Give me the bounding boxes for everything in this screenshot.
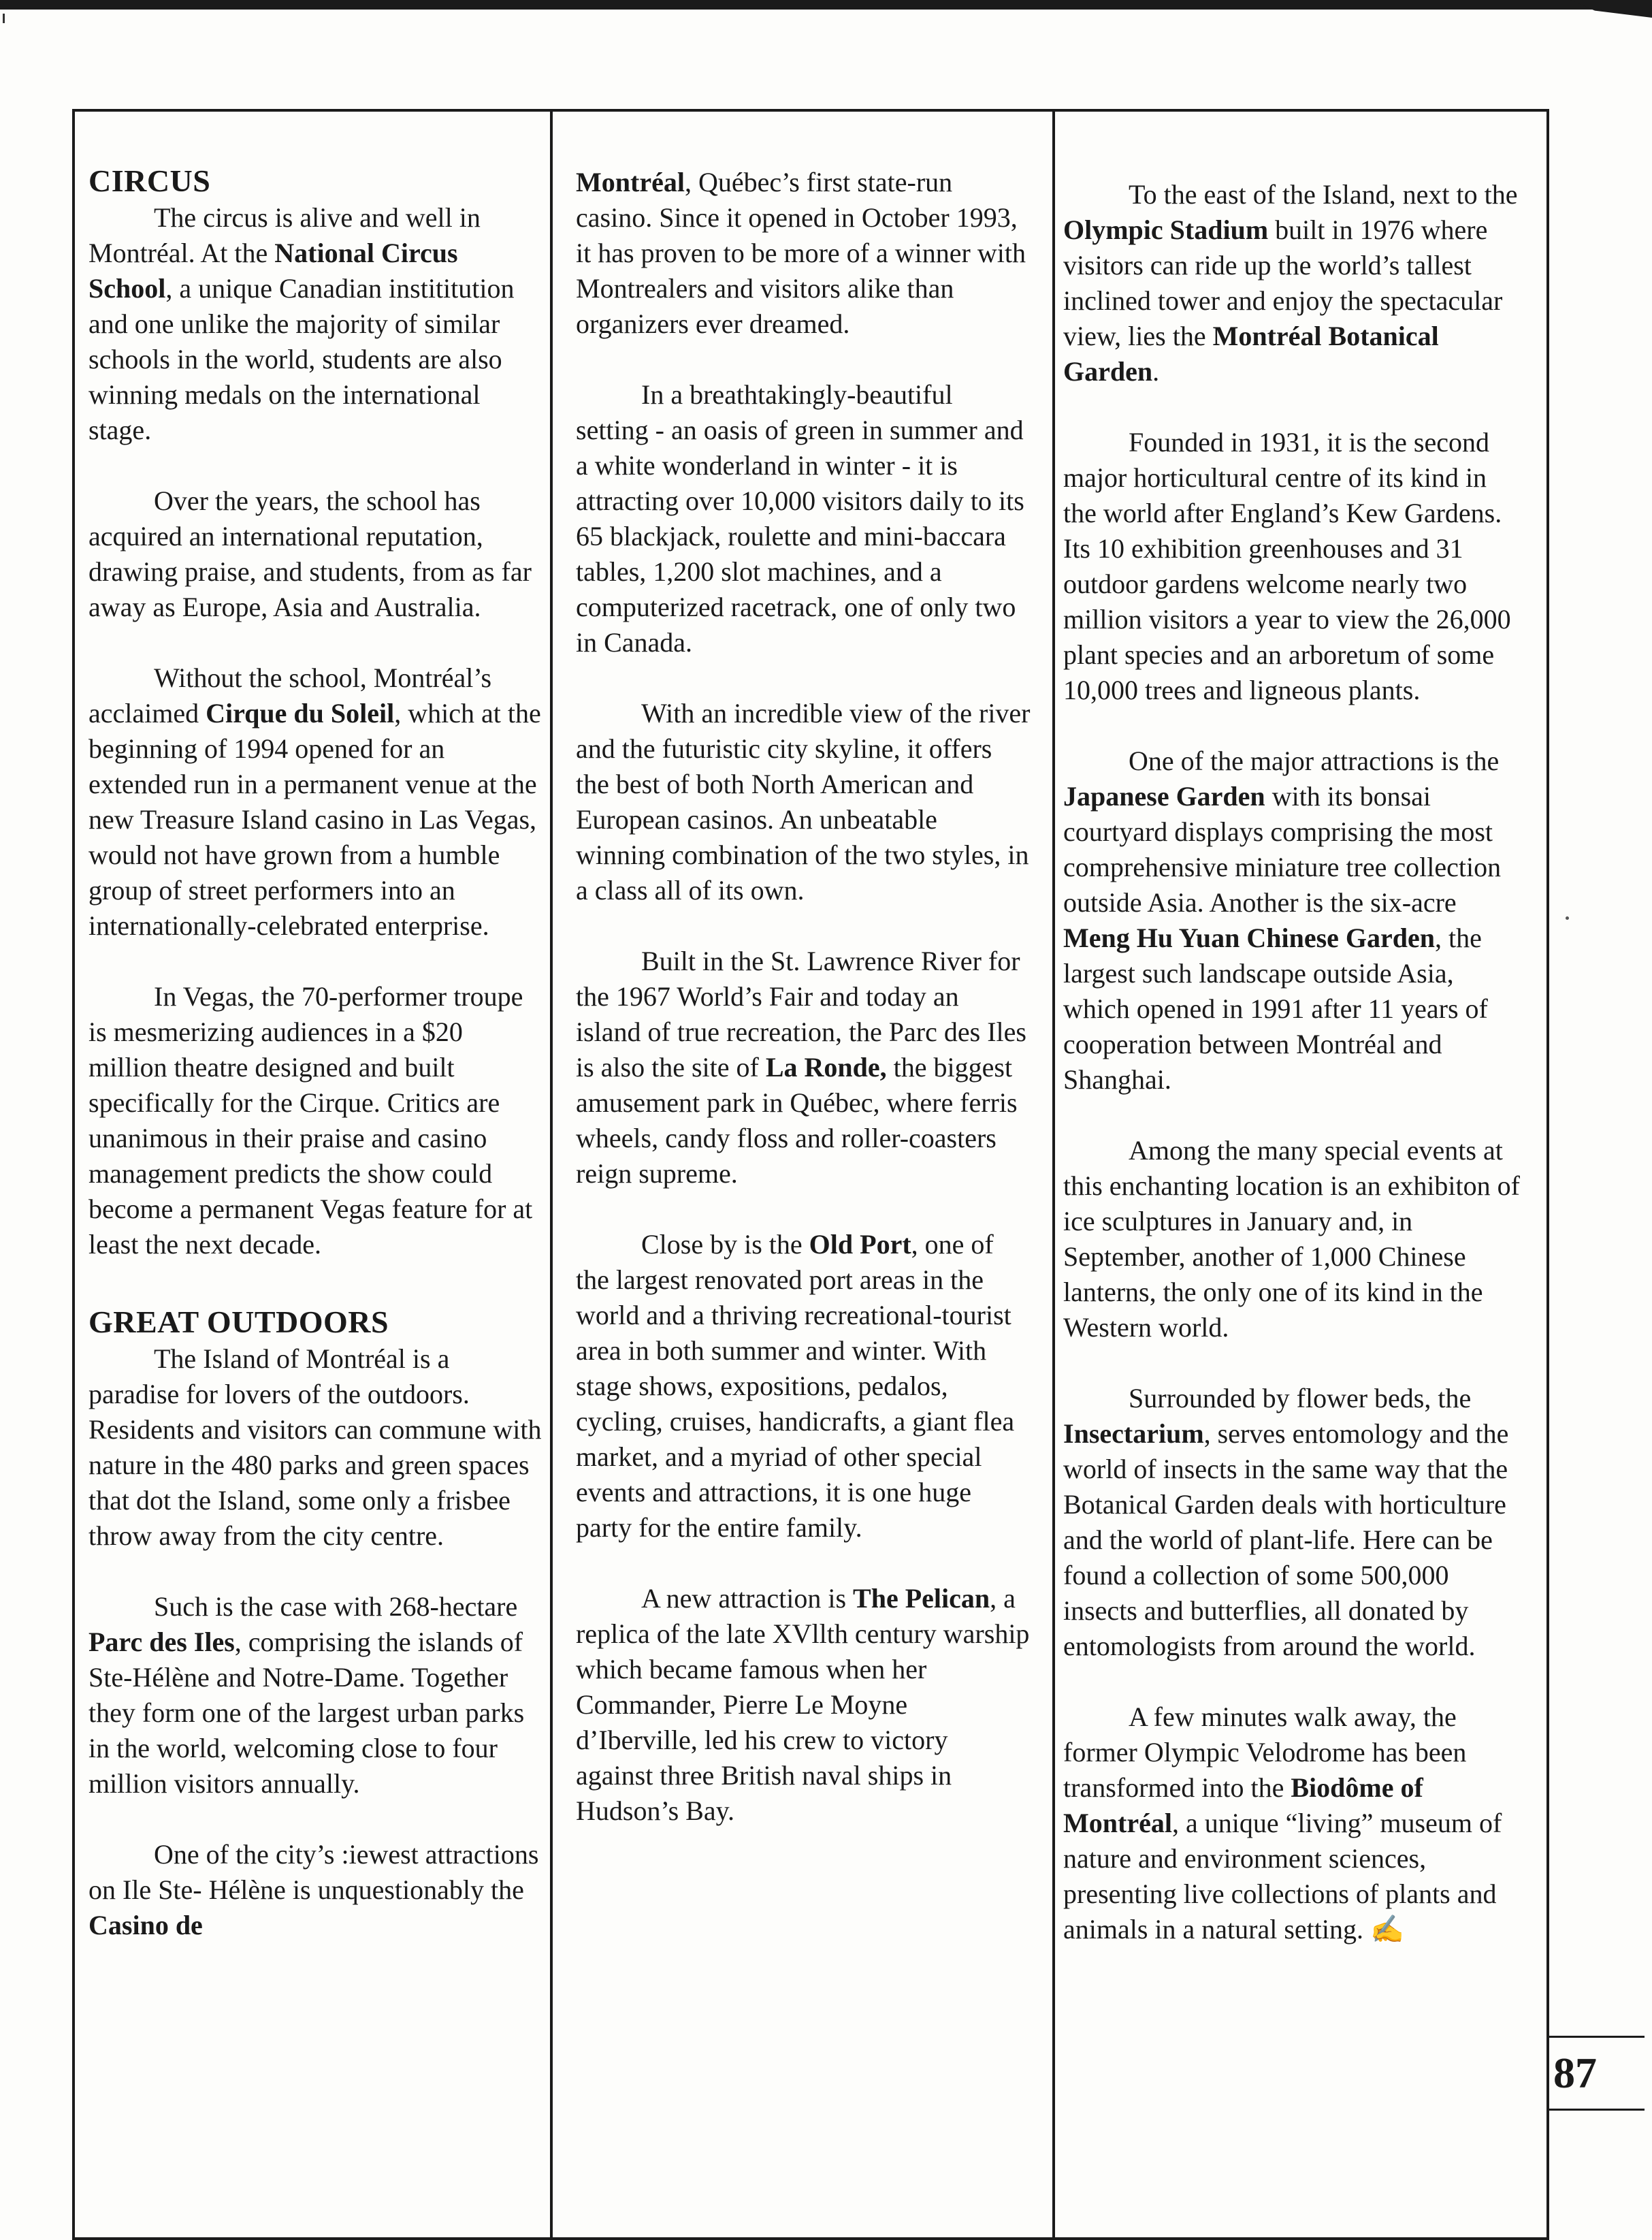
text: , one of the largest renovated port areas in the world and a thriving recreational-tourist area in both summer and winter. With stage shows, expositions, pedalos, cycling, cruises, handicrafts, a giant flea market, and a myriad of other special events and attractions, it is one huge party for the entire family. xyxy=(576,1229,1015,1543)
text: , a replica of the late XVllth century warship which became famous when her Commander, Pierre Le Moyne d’Iberville, led his crew to victory against three British naval ships in Hudson’s Bay. xyxy=(576,1583,1030,1826)
text: One of the city’s :iewest attractions on Ile Ste- Hélène is unquestionably the xyxy=(88,1839,539,1905)
text: A new attraction is xyxy=(641,1583,854,1614)
bold-name: National Circus School xyxy=(88,238,458,304)
text: Without the school, Montréal’s acclaimed xyxy=(88,662,492,729)
bold-name: La Ronde, xyxy=(765,1052,887,1083)
page-number: 87 xyxy=(1553,2049,1597,2097)
paragraph xyxy=(576,165,1031,342)
end-mark-icon: ✍ xyxy=(1370,1914,1404,1945)
bold-name: Parc des Iles xyxy=(88,1627,235,1657)
bold-name: Cirque du Soleil xyxy=(206,698,395,729)
page-number-rule-top xyxy=(1549,2036,1645,2038)
paragraph xyxy=(1063,177,1523,389)
bold-name: The Pelican xyxy=(853,1583,990,1614)
paragraph: Among the many special events at this enchanting location is an exhibiton of ice sculptures in January and, in September, another of 1,000 Chinese lanterns, the only one of its kind in the Western world. xyxy=(1063,1135,1520,1343)
top-edge-rule xyxy=(0,0,1652,10)
heading-circus: CIRCUS xyxy=(88,163,211,198)
paragraph: Over the years, the school has acquired an international reputation, drawing praise, and students, from as far away as Europe, Asia and Australia. xyxy=(88,485,532,622)
paragraph xyxy=(576,944,1031,1191)
column-divider-1 xyxy=(550,109,553,2240)
paragraph: In Vegas, the 70-performer troupe is mesmerizing audiences in a $20 million theatre designed and built specifically for the Cirque. Critics are unanimous in their praise and casino management predicts the show could become a permanent Vegas feature for at least the next decade. xyxy=(88,981,533,1260)
paragraph xyxy=(88,1589,542,1802)
paragraph xyxy=(1063,1381,1523,1664)
paragraph xyxy=(576,1227,1031,1546)
text: , comprising the islands of Ste-Hélène and Notre-Dame. Together they form one of the largest urban parks in the world, welcoming close to four million visitors annually. xyxy=(88,1627,525,1799)
text: , a unique “living” museum of nature and environment sciences, presenting live collections of plants and animals in a natural setting. xyxy=(1063,1808,1502,1945)
heading-great-outdoors: GREAT OUTDOORS xyxy=(88,1305,389,1339)
text: . xyxy=(1152,356,1160,387)
bold-name: Montréal xyxy=(576,167,685,197)
paragraph xyxy=(1063,743,1523,1098)
paragraph: In a breathtakingly-beautiful setting - an oasis of green in summer and a white wonderland in winter - it is attracting over 10,000 visitors daily to its 65 blackjack, roulette and mini-baccara tables, 1,200 slot machines, and a computerized racetrack, one of only two in Canada. xyxy=(576,379,1024,658)
text: Surrounded by flower beds, the xyxy=(1129,1383,1472,1413)
column-2 xyxy=(576,165,1031,1829)
bold-name: Meng Hu Yuan Chinese Garden xyxy=(1063,923,1436,953)
text: , which at the beginning of 1994 opened for an extended run in a permanent venue at the new Treasure Island casino in Las Vegas, would not have grown from a humble group of street performers into an internationally-celebrated enterprise. xyxy=(88,698,541,941)
paragraph xyxy=(88,1837,542,1943)
text: with its bonsai courtyard displays comprising the most comprehensive miniature tree collection outside Asia. Another is the six-acre xyxy=(1063,781,1502,918)
paragraph: The Island of Montréal is a paradise for lovers of the outdoors. Residents and visitors can commune with nature in the 480 parks and green spaces that dot the Island, some only a frisbee throw away from the city centre. xyxy=(88,1343,542,1551)
text: , Québec’s first state-run casino. Since it opened in October 1993, it has proven to be more of a winner with Montrealers and visitors alike than organizers ever dreamed. xyxy=(576,167,1026,339)
bold-name: Montréal Botanical Garden xyxy=(1063,321,1439,387)
bold-name: Old Port xyxy=(809,1229,911,1260)
text: Such is the case with 268-hectare xyxy=(154,1591,518,1622)
scan-speck xyxy=(1566,916,1569,920)
text: built in 1976 where visitors can ride up the world’s tallest inclined tower and enjoy the spectacular view, lies the xyxy=(1063,214,1503,351)
text: , serves entomology and the world of insects in the same way that the Botanical Garden deals with horticulture and the world of plant-life. Here can be found a collection of some 500,000 insects and butterflies, all donated by entomologists from around the world. xyxy=(1063,1418,1509,1661)
bold-name: Japanese Garden xyxy=(1063,781,1265,812)
text: A few minutes walk away, the former Olympic Velodrome has been transformed into the xyxy=(1063,1701,1467,1803)
paragraph xyxy=(1063,1699,1523,1947)
bold-name: Biodôme of Montréal xyxy=(1063,1772,1423,1838)
text: , a unique Canadian instititution and one unlike the majority of similar schools in the world, students are also winning medals on the international stage. xyxy=(88,273,515,445)
text: One of the major attractions is the xyxy=(1129,746,1500,776)
text: the biggest amusement park in Québec, where ferris wheels, candy floss and roller-coasters reign supreme. xyxy=(576,1052,1018,1189)
column-3 xyxy=(1063,177,1523,1947)
paragraph: With an incredible view of the river and the futuristic city skyline, it offers the best of both North American and European casinos. An unbeatable winning combination of the two styles, in a class all of its own. xyxy=(576,698,1031,906)
text: , the largest such landscape outside Asia, which opened in 1991 after 11 years of cooperation between Montréal and Shanghai. xyxy=(1063,923,1488,1095)
paragraph: Founded in 1931, it is the second major horticultural centre of its kind in the world after England’s Kew Gardens. Its 10 exhibition greenhouses and 31 outdoor gardens welcome nearly two million visitors a year to view the 26,000 plant species and an arboretum of some 10,000 trees and ligneous plants. xyxy=(1063,427,1511,705)
paragraph xyxy=(88,660,542,944)
margin-tick xyxy=(3,14,5,23)
column-1 xyxy=(88,162,542,1943)
paragraph xyxy=(88,200,542,448)
bold-name: Olympic Stadium xyxy=(1063,214,1269,245)
text: The circus is alive and well in Montréal. At the xyxy=(88,202,481,268)
column-divider-2 xyxy=(1052,109,1055,2240)
bold-name: Insectarium xyxy=(1063,1418,1204,1449)
text: To the east of the Island, next to the xyxy=(1129,179,1518,210)
bold-name: Casino de xyxy=(88,1910,203,1940)
page-number-rule-bottom xyxy=(1549,2109,1645,2111)
paragraph xyxy=(576,1581,1031,1829)
text: Close by is the xyxy=(641,1229,809,1260)
text: Built in the St. Lawrence River for the 1967 World’s Fair and today an island of true recreation, the Parc des Iles is also the site of xyxy=(576,946,1026,1083)
